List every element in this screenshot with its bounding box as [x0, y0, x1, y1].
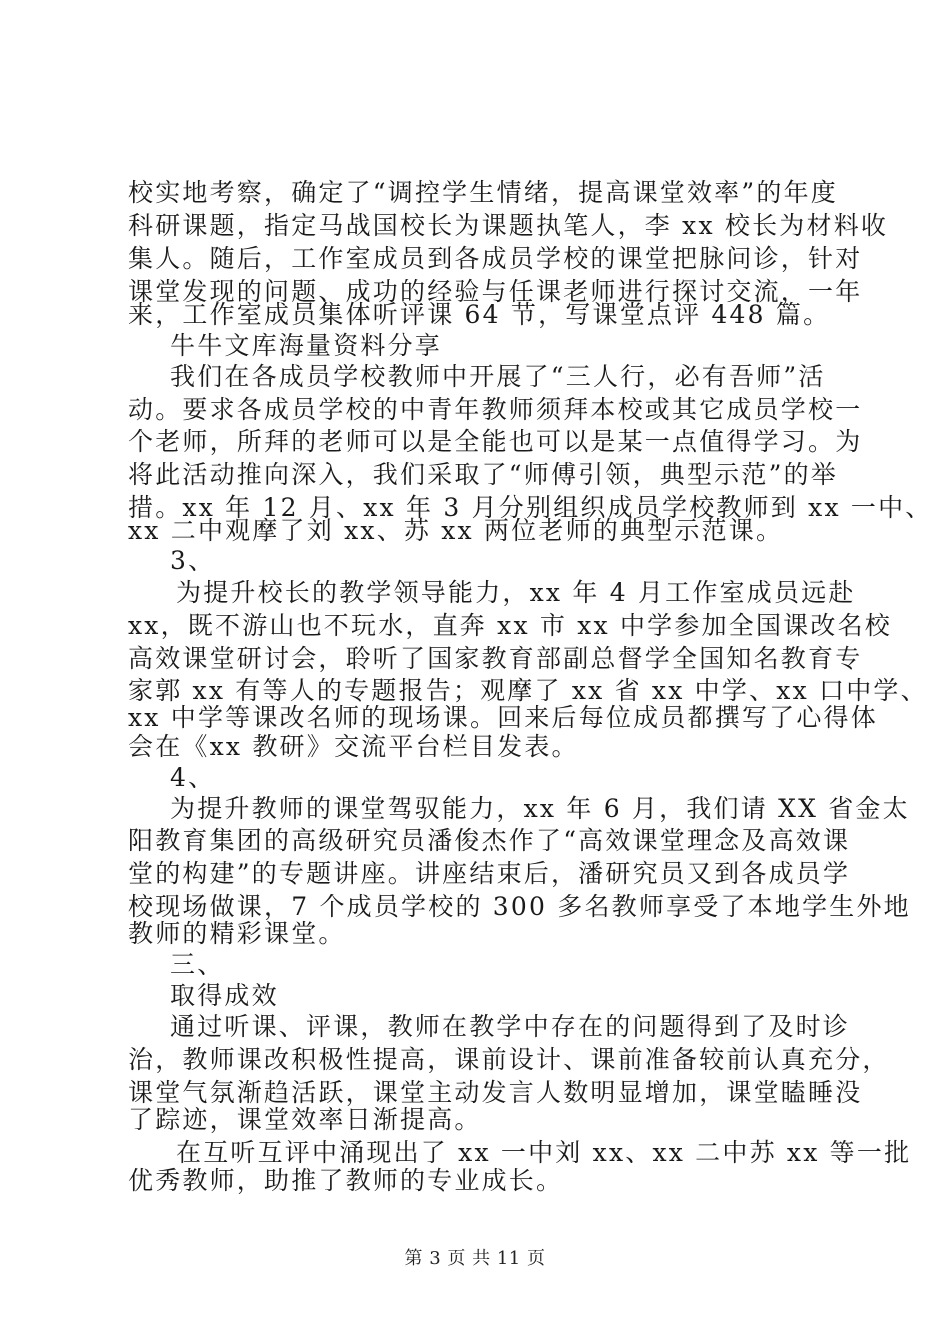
- paragraph-line: xx 二中观摩了刘 xx、苏 xx 两位老师的典型示范课。: [128, 516, 784, 545]
- paragraph-line: xx，既不游山也不玩水，直奔 xx 市 xx 中学参加全国课改名校: [128, 611, 892, 640]
- paragraph-line: 优秀教师，助推了教师的专业成长。: [128, 1166, 564, 1195]
- watermark-text-line: 牛牛文库海量资料分享: [170, 331, 443, 360]
- paragraph-line: 动。要求各成员学校的中青年教师须拜本校或其它成员学校一: [128, 395, 863, 424]
- paragraph-line: 治，教师课改积极性提高，课前设计、课前准备较前认真充分，: [128, 1045, 890, 1074]
- paragraph-line: xx 中学等课改名师的现场课。回来后每位成员都撰写了心得体: [128, 703, 878, 732]
- page-number-footer: 第 3 页 共 11 页: [404, 1248, 546, 1269]
- paragraph-line: 我们在各成员学校教师中开展了“三人行，必有吾师”活: [170, 362, 826, 391]
- paragraph-line: 措。xx 年 12 月、xx 年 3 月分别组织成员学校教师到 xx 一中、: [128, 493, 933, 522]
- section-heading-number: 三、: [170, 950, 225, 979]
- paragraph-line: 高效课堂研讨会，聆听了国家教育部副总督学全国知名教育专: [128, 644, 863, 673]
- paragraph-line: 阳教育集团的高级研究员潘俊杰作了“高效课堂理念及高效课: [128, 826, 851, 855]
- paragraph-line: 为提升校长的教学领导能力，xx 年 4 月工作室成员远赴: [176, 578, 856, 607]
- paragraph-line: 集人。随后，工作室成员到各成员学校的课堂把脉问诊，针对: [128, 244, 863, 273]
- paragraph-line: 个老师，所拜的老师可以是全能也可以是某一点值得学习。为: [128, 427, 863, 456]
- paragraph-line: 校实地考察，确定了“调控学生情绪，提高课堂效率”的年度: [128, 178, 838, 207]
- paragraph-line: 为提升教师的课堂驾驭能力，xx 年 6 月，我们请 XX 省金太: [170, 794, 910, 823]
- paragraph-line: 家郭 xx 有等人的专题报告；观摩了 xx 省 xx 中学、xx 口中学、: [128, 676, 928, 705]
- paragraph-line: 了踪迹，课堂效率日渐提高。: [128, 1105, 482, 1134]
- paragraph-line: 教师的精彩课堂。: [128, 919, 346, 948]
- section-number-4: 4、: [170, 763, 216, 792]
- paragraph-line: 来，工作室成员集体听评课 64 节，写课堂点评 448 篇。: [128, 300, 831, 329]
- paragraph-line: 堂的构建”的专题讲座。讲座结束后，潘研究员又到各成员学: [128, 859, 851, 888]
- paragraph-line: 将此活动推向深入，我们采取了“师傅引领，典型示范”的举: [128, 460, 838, 489]
- paragraph-line: 校现场做课，7 个成员学校的 300 多名教师享受了本地学生外地: [128, 892, 911, 921]
- section-heading: 取得成效: [170, 981, 279, 1010]
- paragraph-line: 课堂发现的问题、成功的经验与任课老师进行探讨交流，一年: [128, 277, 863, 306]
- paragraph-line: 科研课题，指定马战国校长为课题执笔人，李 xx 校长为材料收: [128, 211, 889, 240]
- paragraph-line: 通过听课、评课，教师在教学中存在的问题得到了及时诊: [170, 1012, 851, 1041]
- paragraph-line: 会在《xx 教研》交流平台栏目发表。: [128, 732, 579, 761]
- paragraph-line: 在互听互评中涌现出了 xx 一中刘 xx、xx 二中苏 xx 等一批: [176, 1138, 912, 1167]
- section-number-3: 3、: [170, 546, 216, 575]
- paragraph-line: 课堂气氛渐趋活跃，课堂主动发言人数明显增加，课堂瞌睡没: [128, 1078, 863, 1107]
